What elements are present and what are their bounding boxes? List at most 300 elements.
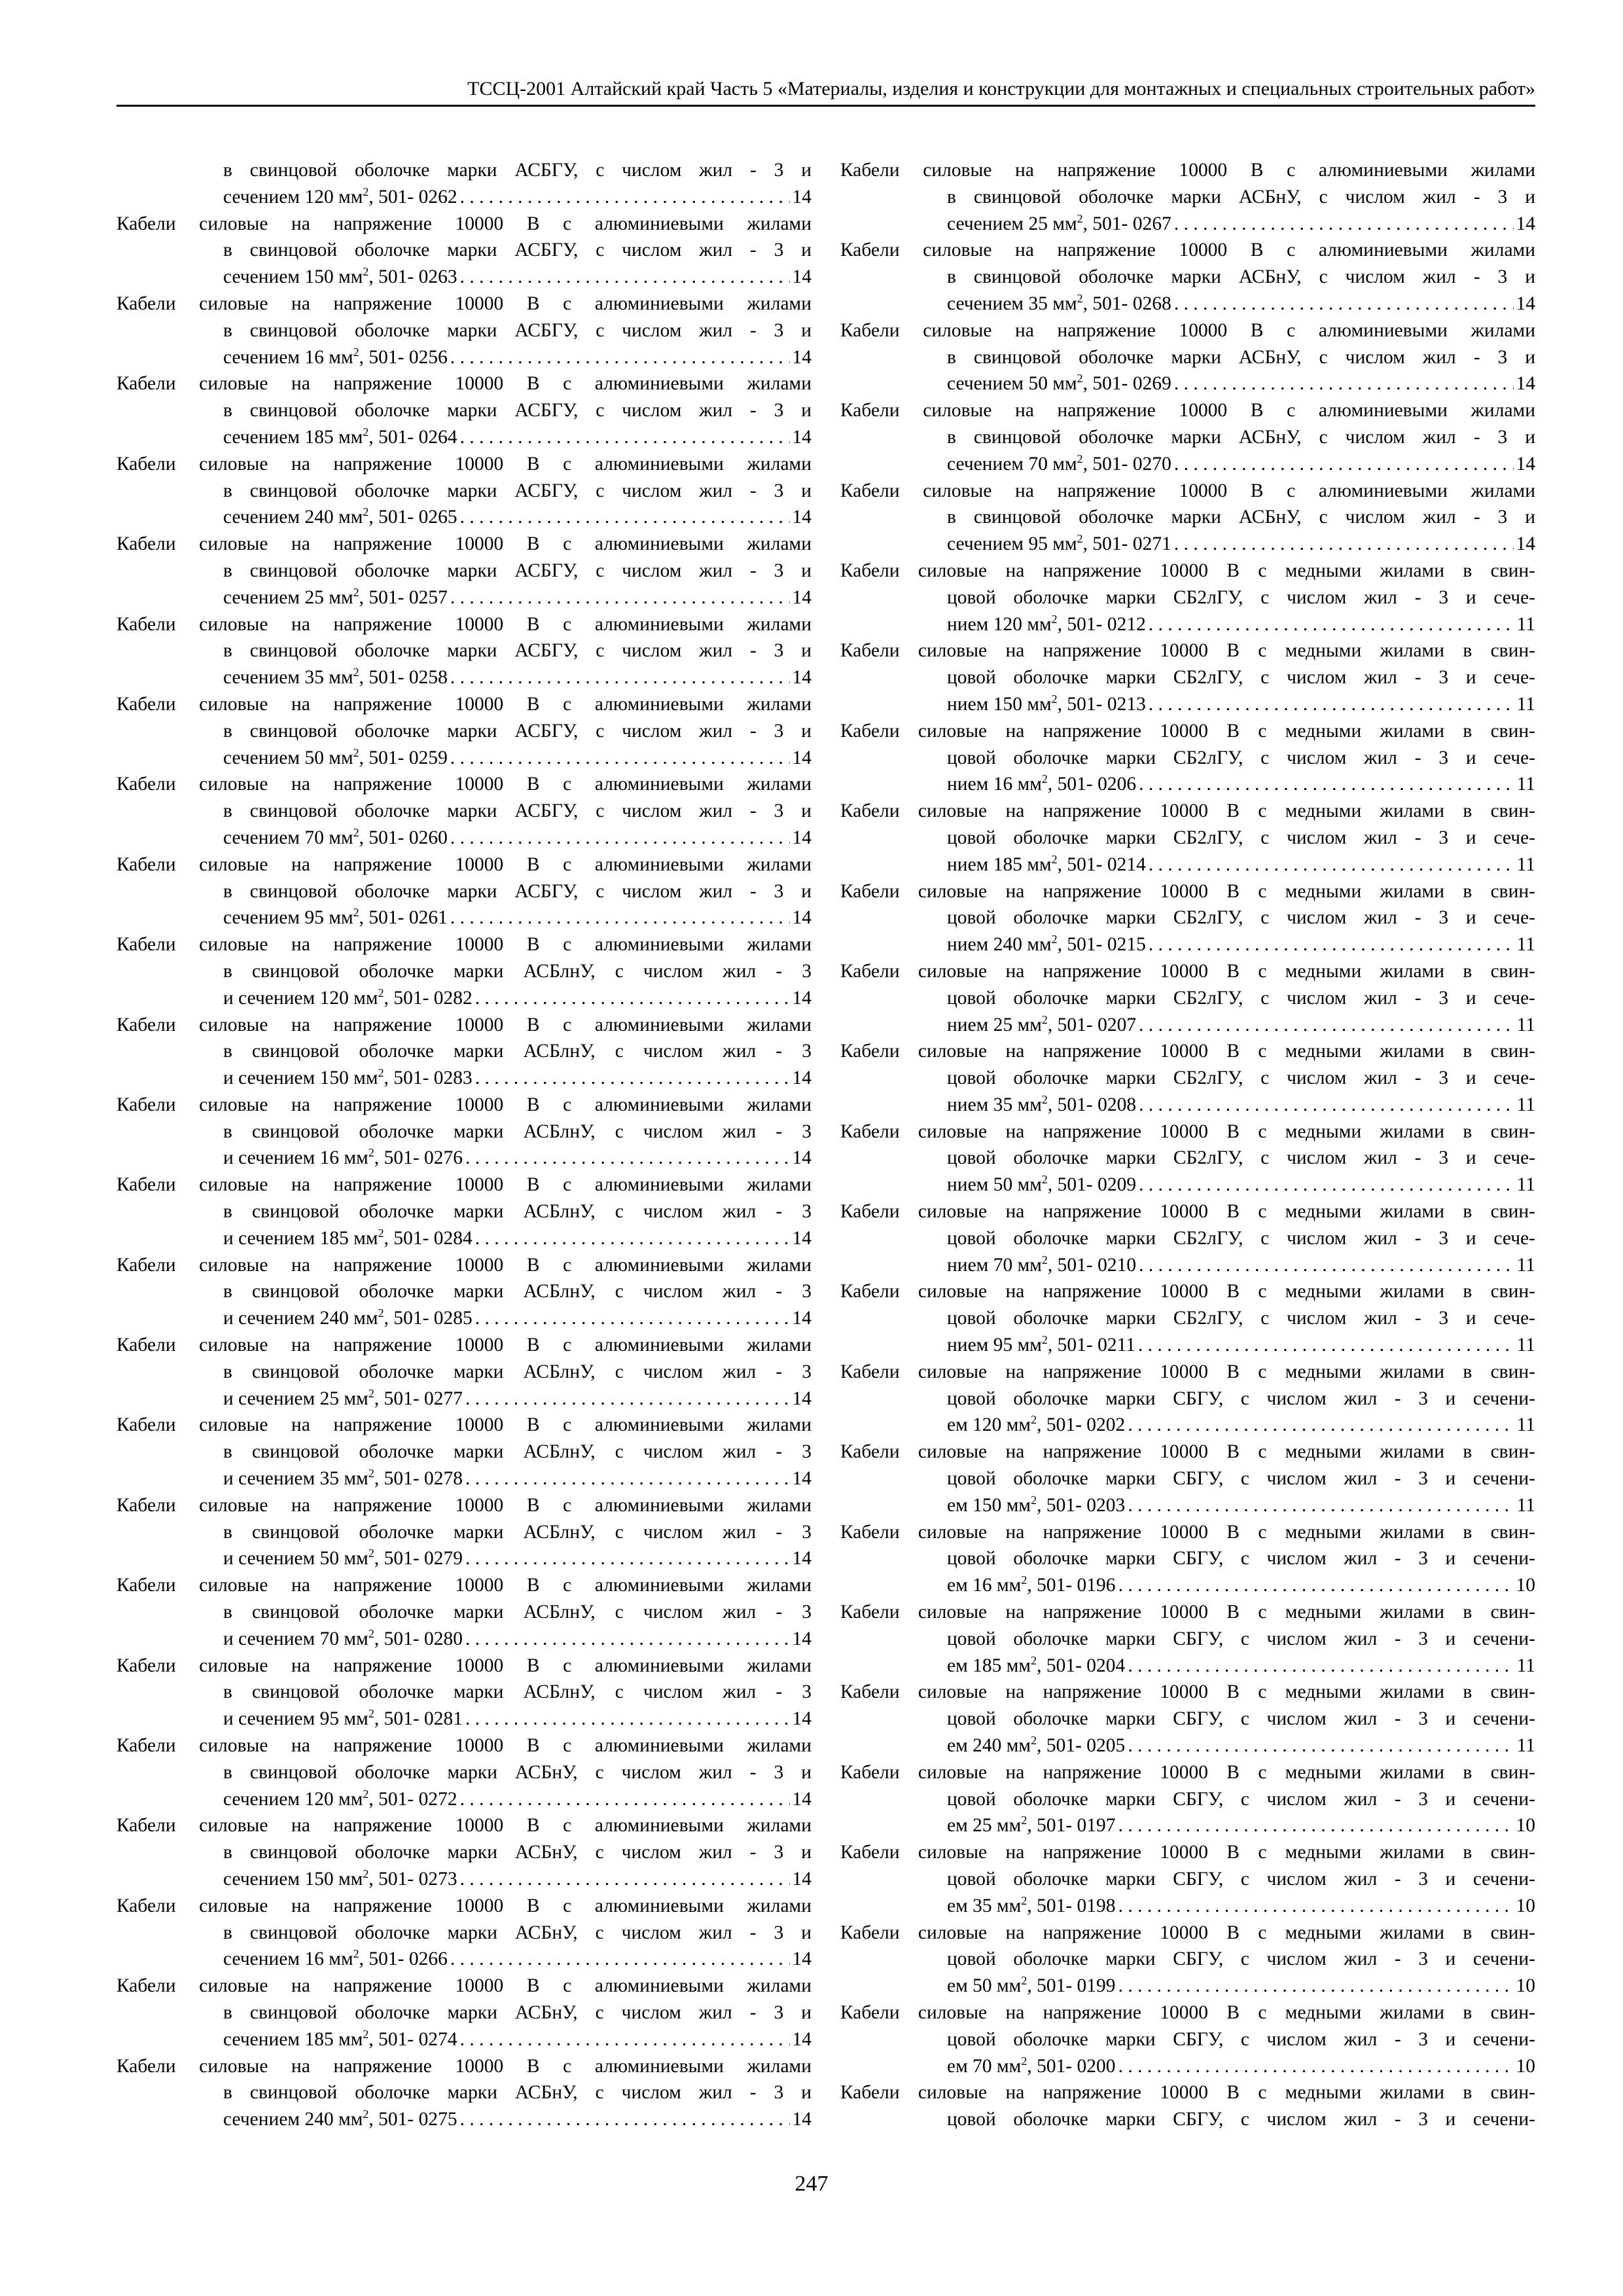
entry-reference-line [116,1706,812,1732]
index-entry [116,451,812,531]
entry-title-line: Кабели силовые на напряжение 10000 В с медными жилами в свин- [840,1681,1535,1703]
entry-page-number: 11 [1516,934,1535,956]
entry-continuation-line: в свинцовой оболочке марки АСБнУ, с числом жил - 3 и [947,507,1535,528]
entry-reference: ем 150 $мм^2$, 501- 0203 [947,1494,1126,1516]
entry-continuation-line: в свинцовой оболочке марки АСБГУ, с числом жил - 3 и [223,319,812,341]
entry-reference-line [840,931,1535,958]
entry-page-number: 14 [792,346,812,368]
entry-continuation-line: в свинцовой оболочке марки АСБГУ, с числом жил - 3 и [223,160,812,181]
entry-continuation-line: цовой оболочке марки СБ2лГУ, с числом жил - 3 и сече- [947,1308,1535,1329]
entry-title-line: Кабели силовые на напряжение 10000 В с алюминиевыми жилами [116,1655,812,1676]
entry-continuation-line: цовой оболочке марки СБГУ, с числом жил - 3 и сечени- [947,1628,1535,1649]
index-entry [116,1252,812,1332]
index-entry [116,852,812,931]
entry-reference-line [840,852,1535,878]
entry-continuation-line: цовой оболочке марки СБГУ, с числом жил - 3 и сечени- [947,1788,1535,1810]
entry-title-line: Кабели силовые на напряжение 10000 В с алюминиевыми жилами [116,373,812,395]
entry-title-line: Кабели силовые на напряжение 10000 В с алюминиевыми жилами [116,1414,812,1436]
entry-title-line: Кабели силовые на напряжение 10000 В с алюминиевыми жилами [840,480,1535,501]
dot-leader [1128,1653,1514,1679]
dot-leader [1128,1732,1514,1759]
entry-title-line: Кабели силовые на напряжение 10000 В с медными жилами в свин- [840,720,1535,742]
entry-reference: сечением 240 $мм^2$, 501- 0265 [223,505,457,528]
entry-continuation-line: цовой оболочке марки СБ2лГУ, с числом жил - 3 и сече- [947,827,1535,848]
entry-title-line: Кабели силовые на напряжение 10000 В с медными жилами в свин- [840,1121,1535,1142]
entry-continuation-line: в свинцовой оболочке марки АСБГУ, с числом жил - 3 и [223,880,812,902]
dot-leader [450,745,790,772]
entry-continuation-line: в свинцовой оболочке марки АСБлнУ, с числом жил - 3 [223,960,812,982]
entry-reference-line [116,1386,812,1412]
entry-continuation-line: в свинцовой оболочке марки АСБнУ, с числом жил - 3 и [947,346,1535,368]
entry-title-line: Кабели силовые на напряжение 10000 В с медными жилами в свин- [840,560,1535,581]
entry-title-line: Кабели силовые на напряжение 10000 В с медными жилами в свин- [840,1041,1535,1062]
index-entry [840,558,1535,637]
entry-continuation-line: цовой оболочке марки СБ2лГУ, с числом жил - 3 и сече- [947,1147,1535,1169]
index-entry [116,1412,812,1492]
entry-page-number: 14 [792,1788,812,1810]
index-entry [840,317,1535,397]
entry-continuation-line: в свинцовой оболочке марки АСБнУ, с числом жил - 3 и [223,2082,812,2104]
entry-page-number: 14 [1516,373,1535,395]
entry-title-line: Кабели силовые на напряжение 10000 В с алюминиевыми жилами [116,1815,812,1837]
entry-reference: сечением 25 $мм^2$, 501- 0257 [223,585,448,608]
entry-reference: сечением 185 $мм^2$, 501- 0264 [223,425,457,448]
index-entry [840,1359,1535,1439]
entry-title-line: Кабели силовые на напряжение 10000 В с алюминиевыми жилами [116,774,812,795]
entry-continuation-line: цовой оболочке марки СБ2лГУ, с числом жил - 3 и сече- [947,586,1535,608]
entry-reference-line [840,611,1535,638]
dot-leader [465,1706,789,1732]
entry-title-line: Кабели силовые на напряжение 10000 В с медными жилами в свин- [840,1521,1535,1543]
index-entry [840,718,1535,798]
entry-title-line: Кабели силовые на напряжение 10000 В с алюминиевыми жилами [116,453,812,475]
entry-reference: сечением 70 $мм^2$, 501- 0270 [947,452,1171,475]
entry-reference: и сечением 70 $мм^2$, 501- 0280 [223,1627,463,1649]
dot-leader [1174,370,1514,397]
entry-title-line: Кабели силовые на напряжение 10000 В с алюминиевыми жилами [116,533,812,555]
entry-reference: сечением 35 $мм^2$, 501- 0268 [947,292,1171,314]
entry-reference-line [116,1866,812,1893]
entry-page-number: 14 [792,1468,812,1490]
entry-reference-line [116,2026,812,2053]
entry-reference-line [116,664,812,691]
index-entry [840,1519,1535,1599]
entry-reference: сечением 120 $мм^2$, 501- 0272 [223,1787,457,1810]
index-entry [116,1812,812,1892]
index-entry [116,2053,812,2133]
dot-leader [460,184,790,211]
index-entry [840,1278,1535,1358]
entry-reference: и сечением 120 $мм^2$, 501- 0282 [223,986,473,1009]
entry-reference-line [840,211,1535,238]
entry-reference: нием 185 $мм^2$, 501- 0214 [947,852,1146,875]
entry-page-number: 10 [1516,1975,1535,1997]
entry-page-number: 11 [1516,1094,1535,1115]
entry-reference: сечением 50 $мм^2$, 501- 0269 [947,372,1171,395]
entry-title-line: Кабели силовые на напряжение 10000 В с медными жилами в свин- [840,1761,1535,1783]
entry-title-line: Кабели силовые на напряжение 10000 В с медными жилами в свин- [840,2001,1535,2023]
entry-page-number: 14 [792,586,812,608]
dot-leader [465,1145,789,1172]
entry-reference-line [116,344,812,371]
entry-page-number: 11 [1516,774,1535,795]
entry-continuation-line: в свинцовой оболочке марки АСБГУ, с числом жил - 3 и [223,480,812,501]
index-entry [840,397,1535,477]
index-entry [116,1012,812,1092]
entry-page-number: 11 [1516,1174,1535,1196]
dot-leader [475,1305,790,1332]
entry-title-line: Кабели силовые на напряжение 10000 В с алюминиевыми жилами [840,240,1535,261]
dot-leader [475,985,790,1012]
index-entry [840,1679,1535,1759]
entry-page-number: 11 [1516,1735,1535,1757]
dot-leader [460,1866,790,1893]
entry-page-number: 10 [1516,2055,1535,2077]
entry-page-number: 11 [1516,1414,1535,1436]
dot-leader [450,905,790,931]
entry-reference: и сечением 25 $мм^2$, 501- 0277 [223,1386,463,1409]
entry-reference-line [116,1145,812,1172]
dot-leader [1128,1492,1514,1519]
entry-continuation-line: цовой оболочке марки СБ2лГУ, с числом жил - 3 и сече- [947,667,1535,689]
entry-reference: нием 16 $мм^2$, 501- 0206 [947,772,1137,795]
entry-reference-line [116,1946,812,1973]
index-entry [116,370,812,450]
entry-title-line: Кабели силовые на напряжение 10000 В с медными жилами в свин- [840,1842,1535,1863]
entry-page-number: 10 [1516,1815,1535,1837]
entry-reference: ем 70 $мм^2$, 501- 0200 [947,2054,1116,2077]
entry-reference-line [840,451,1535,478]
entry-reference: нием 120 $мм^2$, 501- 0212 [947,612,1146,635]
index-entry [116,1893,812,1973]
entry-page-number: 14 [792,1628,812,1649]
index-entry [116,1172,812,1251]
entry-reference-line [840,1412,1535,1439]
index-entry [116,611,812,691]
entry-page-number: 14 [792,1548,812,1570]
entry-reference: сечением 50 $мм^2$, 501- 0259 [223,745,448,768]
entry-page-number: 11 [1516,613,1535,635]
entry-continuation-line: цовой оболочке марки СБГУ, с числом жил - 3 и сечени- [947,1869,1535,1890]
index-entry [116,157,812,211]
entry-reference-line [840,1252,1535,1279]
entry-continuation-line: цовой оболочке марки СБ2лГУ, с числом жил - 3 и сече- [947,1067,1535,1089]
dot-leader [1139,1252,1514,1279]
dot-leader [1139,1172,1514,1198]
entry-reference-line [840,1572,1535,1599]
entry-reference-line [840,1653,1535,1679]
dot-leader [1118,1812,1514,1839]
entry-continuation-line: цовой оболочке марки СБГУ, с числом жил - 3 и сечени- [947,1388,1535,1409]
dot-leader [1138,1332,1514,1359]
index-entry [840,478,1535,558]
dot-leader [1139,771,1514,798]
entry-continuation-line: в свинцовой оболочке марки АСБГУ, с числом жил - 3 и [223,640,812,662]
entry-reference: нием 35 $мм^2$, 501- 0208 [947,1093,1137,1115]
entry-reference-line [116,745,812,772]
entry-page-number: 10 [1516,1575,1535,1596]
entry-title-line: Кабели силовые на напряжение 10000 В с медными жилами в свин- [840,2082,1535,2104]
entry-reference: ем 240 $мм^2$, 501- 0205 [947,1734,1126,1757]
entry-continuation-line: в свинцовой оболочке марки АСБГУ, с числом жил - 3 и [223,720,812,742]
index-entry [116,211,812,291]
dot-leader [460,2026,790,2053]
entry-title-line: Кабели силовые на напряжение 10000 В с алюминиевыми жилами [116,1254,812,1276]
entry-page-number: 14 [1516,453,1535,475]
entry-reference: сечением 25 $мм^2$, 501- 0267 [947,211,1171,234]
dot-leader [1139,1012,1514,1039]
entry-continuation-line: в свинцовой оболочке марки АСБнУ, с числом жил - 3 и [223,1842,812,1863]
entry-reference: и сечением 16 $мм^2$, 501- 0276 [223,1146,463,1169]
entry-continuation-line: в свинцовой оболочке марки АСБнУ, с числом жил - 3 и [223,1922,812,1943]
entry-reference: сечением 150 $мм^2$, 501- 0273 [223,1867,457,1890]
index-entry [840,637,1535,717]
index-entry [840,1759,1535,1839]
entry-page-number: 14 [792,1147,812,1169]
dot-leader [1174,451,1514,478]
dot-leader [450,344,790,371]
entry-page-number: 14 [792,1948,812,1970]
dot-leader [475,1065,790,1092]
index-entry [840,878,1535,958]
entry-reference: сечением 35 $мм^2$, 501- 0258 [223,666,448,689]
dot-leader [460,264,790,291]
entry-title-line: Кабели силовые на напряжение 10000 В с медными жилами в свин- [840,1281,1535,1302]
index-entry [116,1092,812,1172]
entry-reference-line [840,1172,1535,1198]
index-entry [840,1119,1535,1198]
dot-leader [1128,1412,1514,1439]
entry-title-line: Кабели силовые на напряжение 10000 В с алюминиевыми жилами [116,613,812,635]
entry-page-number: 14 [1516,533,1535,555]
entry-title-line: Кабели силовые на напряжение 10000 В с алюминиевыми жилами [116,1014,812,1035]
index-entry [116,691,812,771]
entry-reference: сечением 70 $мм^2$, 501- 0260 [223,826,448,848]
entry-page-number: 14 [792,186,812,207]
dot-leader [460,1786,790,1813]
entry-reference: и сечением 240 $мм^2$, 501- 0285 [223,1306,473,1329]
entry-continuation-line: в свинцовой оболочке марки АСБГУ, с числом жил - 3 и [223,560,812,581]
dot-leader [465,1545,789,1572]
index-entry [116,531,812,611]
entry-page-number: 14 [792,1708,812,1730]
entry-continuation-line: в свинцовой оболочке марки АСБлнУ, с числом жил - 3 [223,1201,812,1223]
entry-title-line: Кабели силовые на напряжение 10000 В с алюминиевыми жилами [116,2055,812,2077]
entry-reference-line [116,1545,812,1572]
entry-reference: и сечением 35 $мм^2$, 501- 0278 [223,1467,463,1490]
dot-leader [1149,931,1514,958]
entry-title-line: Кабели силовые на напряжение 10000 В с медными жилами в свин- [840,640,1535,662]
entry-reference-line [116,1065,812,1092]
dot-leader [465,1386,789,1412]
entry-reference-line [840,1973,1535,2000]
entry-reference-line [840,2053,1535,2080]
entry-continuation-line: цовой оболочке марки СБ2лГУ, с числом жил - 3 и сече- [947,987,1535,1009]
entry-reference-line [116,504,812,531]
dot-leader [1118,2053,1514,2080]
entry-title-line: Кабели силовые на напряжение 10000 В с алюминиевыми жилами [116,1975,812,1997]
entry-title-line: Кабели силовые на напряжение 10000 В с медными жилами в свин- [840,1602,1535,1623]
entry-reference-line [116,1305,812,1332]
entry-reference-line [116,584,812,611]
dot-leader [475,1225,790,1252]
entry-reference: нием 150 $мм^2$, 501- 0213 [947,692,1146,715]
entry-reference-line [840,1332,1535,1359]
entry-page-number: 14 [1516,213,1535,234]
dot-leader [1174,211,1514,238]
entry-page-number: 14 [792,827,812,848]
entry-title-line: Кабели силовые на напряжение 10000 В с медными жилами в свин- [840,880,1535,902]
entry-page-number: 11 [1516,1494,1535,1516]
entry-continuation-line: в свинцовой оболочке марки АСБлнУ, с числом жил - 3 [223,1521,812,1543]
header-rule [116,105,1535,107]
entry-reference: и сечением 95 $мм^2$, 501- 0281 [223,1707,463,1730]
dot-leader [1174,291,1514,317]
entry-title-line: Кабели силовые на напряжение 10000 В с медными жилами в свин- [840,800,1535,822]
entry-reference-line [840,1893,1535,1920]
index-entry [840,1839,1535,1919]
entry-continuation-line: в свинцовой оболочке марки АСБлнУ, с числом жил - 3 [223,1681,812,1703]
dot-leader [450,825,790,852]
entry-reference: сечением 185 $мм^2$, 501- 0274 [223,2027,457,2050]
entry-reference: ем 120 $мм^2$, 501- 0202 [947,1413,1126,1436]
entry-reference: сечением 16 $мм^2$, 501- 0266 [223,1947,448,1970]
index-entry [840,237,1535,317]
dot-leader [460,2106,790,2133]
entry-title-line: Кабели силовые на напряжение 10000 В с медными жилами в свин- [840,1201,1535,1223]
entry-page-number: 14 [792,266,812,288]
entry-reference: нием 95 $мм^2$, 501- 0211 [947,1333,1136,1356]
entry-page-number: 14 [792,667,812,689]
entry-title-line: Кабели силовые на напряжение 10000 В с алюминиевыми жилами [840,400,1535,422]
entry-title-line: Кабели силовые на напряжение 10000 В с алюминиевыми жилами [116,1575,812,1596]
entry-reference: нием 25 $мм^2$, 501- 0207 [947,1013,1137,1035]
entry-reference-line [116,825,812,852]
running-header: ТССЦ-2001 Алтайский край Часть 5 «Материалы, изделия и конструкции для монтажных и специальных строительных работ» [467,78,1535,99]
index-entry [116,1572,812,1652]
entry-title-line: Кабели силовые на напряжение 10000 В с алюминиевыми жилами [840,160,1535,181]
entry-reference-line [840,1012,1535,1039]
entry-continuation-line: цовой оболочке марки СБ2лГУ, с числом жил - 3 и сече- [947,747,1535,768]
entry-continuation-line: в свинцовой оболочке марки АСБлнУ, с числом жил - 3 [223,1602,812,1623]
entry-reference-line [116,1626,812,1653]
entry-reference: сечением 240 $мм^2$, 501- 0275 [223,2108,457,2130]
entry-reference-line [116,184,812,211]
entry-continuation-line: цовой оболочке марки СБ2лГУ, с числом жил - 3 и сече- [947,1227,1535,1249]
entry-title-line: Кабели силовые на напряжение 10000 В с алюминиевыми жилами [116,1094,812,1115]
index-entry [840,1198,1535,1278]
index-entry [840,1038,1535,1118]
entry-page-number: 14 [792,507,812,528]
entry-reference: сечением 150 $мм^2$, 501- 0263 [223,265,457,288]
dot-leader [1149,691,1514,718]
entry-continuation-line: в свинцовой оболочке марки АСБлнУ, с числом жил - 3 [223,1361,812,1382]
entry-continuation-line: в свинцовой оболочке марки АСБнУ, с числом жил - 3 и [947,426,1535,448]
entry-reference-line [840,1732,1535,1759]
index-entry [840,958,1535,1038]
entry-reference-line [116,264,812,291]
entry-reference-line [840,1092,1535,1119]
entry-reference: и сечением 185 $мм^2$, 501- 0284 [223,1227,473,1249]
entry-page-number: 14 [792,747,812,768]
entry-reference-line [116,1225,812,1252]
entry-reference: ем 35 $мм^2$, 501- 0198 [947,1893,1116,1916]
entry-page-number: 11 [1516,693,1535,715]
entry-reference: и сечением 50 $мм^2$, 501- 0279 [223,1547,463,1570]
entry-page-number: 11 [1516,1014,1535,1035]
index-entry [840,1920,1535,2000]
index-entry [116,1653,812,1732]
entry-reference: сечением 16 $мм^2$, 501- 0256 [223,345,448,368]
entry-reference: сечением 95 $мм^2$, 501- 0271 [947,532,1171,555]
entry-reference-line [840,691,1535,718]
entry-continuation-line: в свинцовой оболочке марки АСБГУ, с числом жил - 3 и [223,400,812,422]
index-entry [116,1973,812,2053]
entry-page-number: 14 [792,1308,812,1329]
entry-reference: и сечением 150 $мм^2$, 501- 0283 [223,1066,473,1089]
dot-leader [465,1465,789,1492]
index-entry [840,157,1535,237]
entry-reference: сечением 120 $мм^2$, 501- 0262 [223,185,457,207]
entry-page-number: 14 [792,1388,812,1409]
entry-reference: сечением 95 $мм^2$, 501- 0261 [223,906,448,929]
entry-reference-line [840,1812,1535,1839]
dot-leader [450,664,790,691]
index-entry [840,2079,1535,2133]
entry-reference-line [116,1465,812,1492]
entry-page-number: 14 [792,1067,812,1089]
index-column-right [840,157,1535,2133]
entry-reference-line [116,1786,812,1813]
entry-continuation-line: в свинцовой оболочке марки АСБлнУ, с числом жил - 3 [223,1281,812,1302]
dot-leader [450,584,790,611]
entry-page-number: 14 [792,987,812,1009]
entry-continuation-line: цовой оболочке марки СБ2лГУ, с числом жил - 3 и сече- [947,907,1535,929]
entry-title-line: Кабели силовые на напряжение 10000 В с алюминиевыми жилами [116,693,812,715]
entry-title-line: Кабели силовые на напряжение 10000 В с алюминиевыми жилами [116,853,812,875]
entry-title-line: Кабели силовые на напряжение 10000 В с алюминиевыми жилами [116,1895,812,1916]
page-number: 247 [794,2172,829,2196]
dot-leader [1174,531,1514,558]
entry-reference-line [840,771,1535,798]
entry-continuation-line: в свинцовой оболочке марки АСБлнУ, с числом жил - 3 [223,1441,812,1463]
entry-page-number: 14 [792,1869,812,1890]
dot-leader [465,1626,789,1653]
entry-continuation-line: цовой оболочке марки СБГУ, с числом жил - 3 и сечени- [947,2109,1535,2130]
entry-continuation-line: цовой оболочке марки СБГУ, с числом жил - 3 и сечени- [947,1708,1535,1730]
entry-continuation-line: в свинцовой оболочке марки АСБнУ, с числом жил - 3 и [223,1761,812,1783]
dot-leader [1118,1893,1514,1920]
index-entry [116,1492,812,1572]
entry-reference: ем 185 $мм^2$, 501- 0204 [947,1653,1126,1676]
index-entry [840,2000,1535,2079]
entry-continuation-line: в свинцовой оболочке марки АСБлнУ, с числом жил - 3 [223,1121,812,1142]
dot-leader [1118,1973,1514,2000]
entry-title-line: Кабели силовые на напряжение 10000 В с алюминиевыми жилами [116,1335,812,1356]
entry-continuation-line: в свинцовой оболочке марки АСБГУ, с числом жил - 3 и [223,240,812,261]
entry-page-number: 14 [1516,293,1535,314]
entry-reference: ем 16 $мм^2$, 501- 0196 [947,1573,1116,1596]
index-entry [116,931,812,1011]
index-entry [840,1439,1535,1518]
entry-title-line: Кабели силовые на напряжение 10000 В с медными жилами в свин- [840,960,1535,982]
entry-title-line: Кабели силовые на напряжение 10000 В с медными жилами в свин- [840,1441,1535,1463]
entry-reference: нием 50 $мм^2$, 501- 0209 [947,1173,1137,1196]
entry-title-line: Кабели силовые на напряжение 10000 В с алюминиевыми жилами [116,1174,812,1196]
index-entry [840,1599,1535,1679]
entry-continuation-line: цовой оболочке марки СБГУ, с числом жил - 3 и сечени- [947,1548,1535,1570]
entry-page-number: 14 [792,907,812,929]
